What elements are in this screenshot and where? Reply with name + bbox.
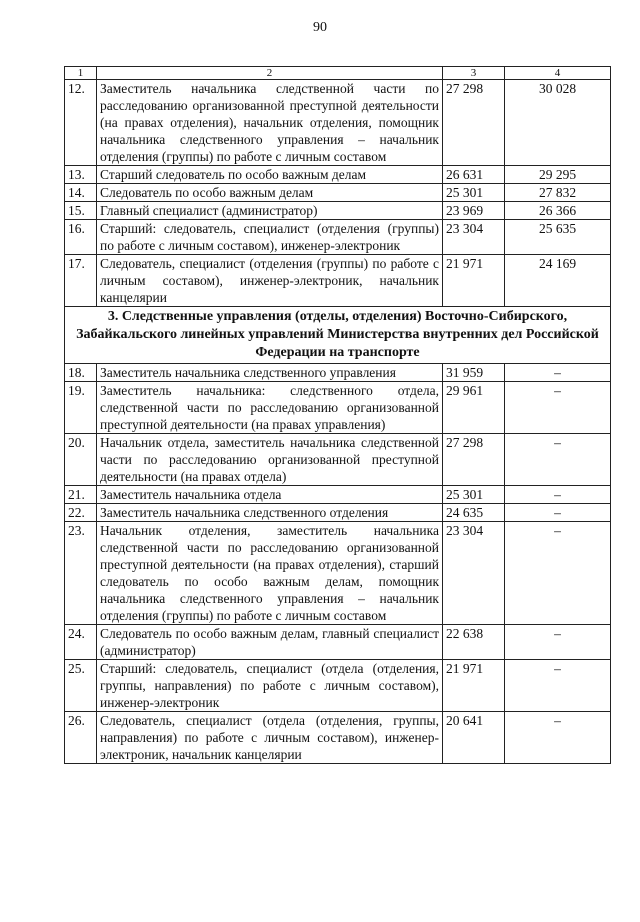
salary-value-1: 23 304: [443, 220, 505, 255]
position-title: Старший: следователь, специалист (отделения (группы) по работе с личным составом), инженер-электроник: [97, 220, 443, 255]
salary-value-1: 27 298: [443, 80, 505, 166]
section-heading-row: [65, 307, 611, 364]
position-title: Заместитель начальника следственного отделения: [97, 504, 443, 522]
salary-value-2: 25 635: [505, 220, 611, 255]
salary-value-1: 26 631: [443, 166, 505, 184]
row-number: 20.: [65, 434, 97, 486]
header-col-1: 1: [65, 67, 97, 80]
salary-value-2: –: [505, 434, 611, 486]
salary-value-2: –: [505, 382, 611, 434]
salary-table: [64, 66, 611, 764]
table-row: [65, 522, 611, 625]
table-row: [65, 504, 611, 522]
position-title: Заместитель начальника следственного управления: [97, 364, 443, 382]
row-number: 19.: [65, 382, 97, 434]
salary-value-1: 20 641: [443, 712, 505, 764]
table-row: [65, 202, 611, 220]
salary-value-1: 27 298: [443, 434, 505, 486]
salary-value-2: –: [505, 625, 611, 660]
salary-value-2: 26 366: [505, 202, 611, 220]
table-row: [65, 184, 611, 202]
position-title: Начальник отдела, заместитель начальника следственной части по расследованию организованной преступной деятельности (на правах отдела): [97, 434, 443, 486]
table-row: [65, 364, 611, 382]
position-title: Старший: следователь, специалист (отдела (отделения, группы, направления) по работе с личным составом), инженер-электроник: [97, 660, 443, 712]
table-row: [65, 166, 611, 184]
header-row: [65, 67, 611, 80]
salary-value-1: 23 304: [443, 522, 505, 625]
salary-value-1: 21 971: [443, 255, 505, 307]
row-number: 24.: [65, 625, 97, 660]
position-title: Заместитель начальника отдела: [97, 486, 443, 504]
section-title: 3. Следственные управления (отделы, отделения) Восточно-Сибирского, Забайкальского линейных управлений Министерства внутренних дел Российской Федерации на транспорте: [65, 307, 611, 364]
salary-value-1: 23 969: [443, 202, 505, 220]
table-row: [65, 660, 611, 712]
row-number: 23.: [65, 522, 97, 625]
position-title: Старший следователь по особо важным делам: [97, 166, 443, 184]
position-title: Заместитель начальника следственной части по расследованию организованной преступной деятельности (на правах отделения), начальник отделения, помощник начальника следственного управления – начальник отделения (группы) по работе с личным составом: [97, 80, 443, 166]
position-title: Следователь по особо важным делам: [97, 184, 443, 202]
row-number: 17.: [65, 255, 97, 307]
table-row: [65, 80, 611, 166]
row-number: 14.: [65, 184, 97, 202]
salary-value-2: –: [505, 660, 611, 712]
row-number: 13.: [65, 166, 97, 184]
salary-value-1: 24 635: [443, 504, 505, 522]
position-title: Начальник отделения, заместитель начальника следственной части по расследованию организованной преступной деятельности (на правах отделения), старший следователь по особо важным делам, помощник начальника следственного управления – начальник отделения (группы) по работе с личным составом: [97, 522, 443, 625]
salary-value-2: 29 295: [505, 166, 611, 184]
salary-value-1: 25 301: [443, 184, 505, 202]
row-number: 15.: [65, 202, 97, 220]
page-number: 90: [313, 20, 327, 35]
position-title: Следователь, специалист (отделения (группы) по работе с личным составом), инженер-электроник, начальник канцелярии: [97, 255, 443, 307]
row-number: 21.: [65, 486, 97, 504]
table-row: [65, 220, 611, 255]
row-number: 12.: [65, 80, 97, 166]
row-number: 18.: [65, 364, 97, 382]
position-title: Главный специалист (администратор): [97, 202, 443, 220]
salary-value-1: 25 301: [443, 486, 505, 504]
table-row: [65, 434, 611, 486]
row-number: 22.: [65, 504, 97, 522]
salary-value-2: –: [505, 364, 611, 382]
salary-value-1: 22 638: [443, 625, 505, 660]
salary-value-1: 29 961: [443, 382, 505, 434]
header-col-4: 4: [505, 67, 611, 80]
table-row: [65, 712, 611, 764]
salary-value-2: –: [505, 504, 611, 522]
row-number: 25.: [65, 660, 97, 712]
salary-value-2: 27 832: [505, 184, 611, 202]
row-number: 26.: [65, 712, 97, 764]
salary-value-1: 31 959: [443, 364, 505, 382]
table-row: [65, 625, 611, 660]
table-row: [65, 255, 611, 307]
salary-value-1: 21 971: [443, 660, 505, 712]
position-title: Следователь по особо важным делам, главный специалист (администратор): [97, 625, 443, 660]
salary-value-2: –: [505, 522, 611, 625]
salary-value-2: 30 028: [505, 80, 611, 166]
position-title: Заместитель начальника: следственного отдела, следственной части по расследованию организованной преступной деятельности (на правах управления): [97, 382, 443, 434]
table-row: [65, 382, 611, 434]
header-col-2: 2: [97, 67, 443, 80]
position-title: Следователь, специалист (отдела (отделения, группы, направления) по работе с личным составом), инженер-электроник, начальник канцелярии: [97, 712, 443, 764]
salary-value-2: –: [505, 712, 611, 764]
table-row: [65, 486, 611, 504]
header-col-3: 3: [443, 67, 505, 80]
salary-value-2: –: [505, 486, 611, 504]
row-number: 16.: [65, 220, 97, 255]
salary-value-2: 24 169: [505, 255, 611, 307]
